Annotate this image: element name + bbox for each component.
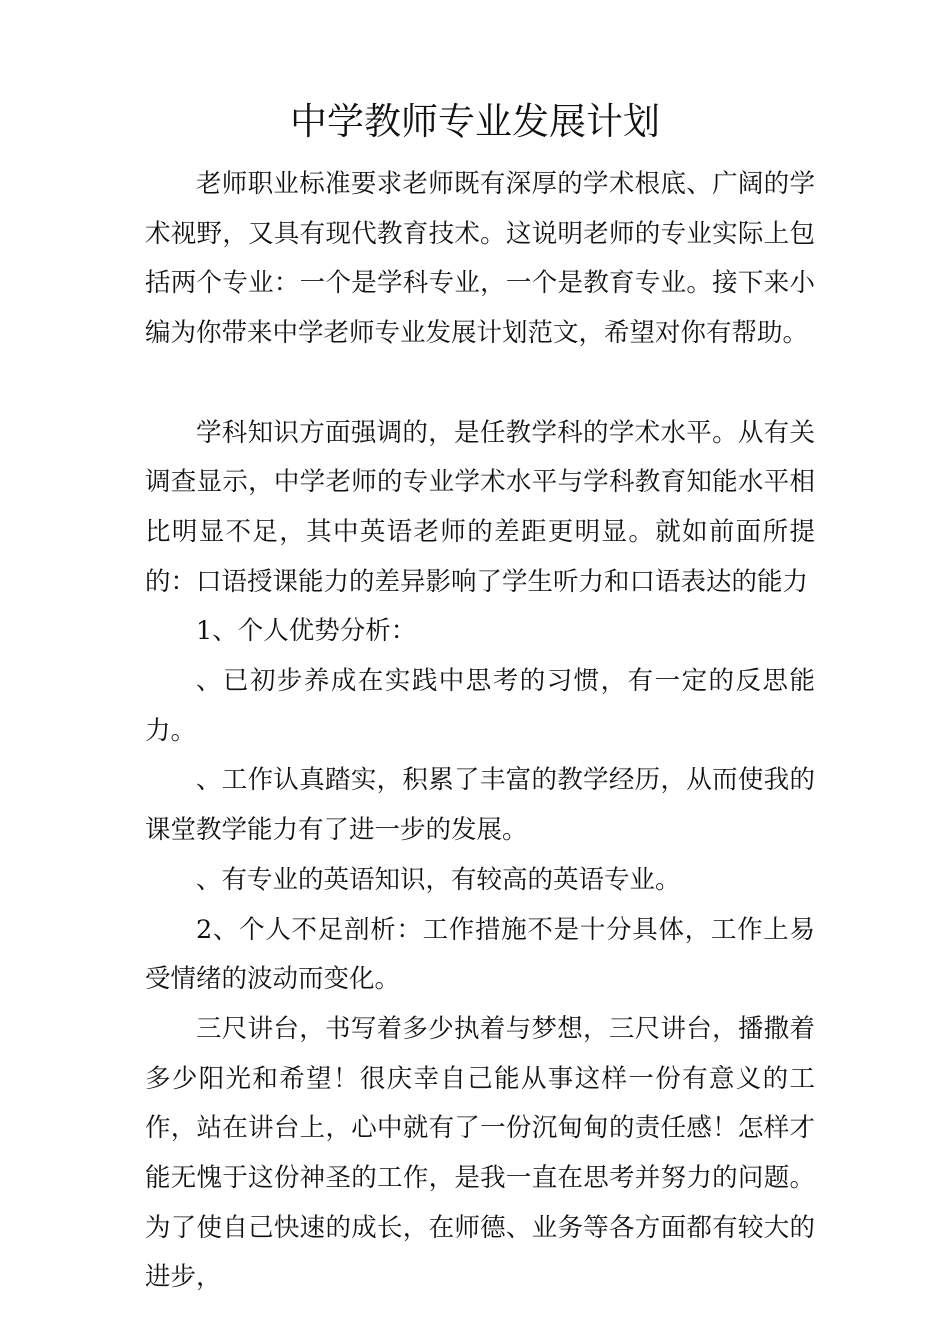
weakness-paragraph: 2、个人不足剖析：工作措施不是十分具体，工作上易受情绪的波动而变化。 [145, 914, 815, 995]
document-title: 中学教师专业发展计划 [290, 100, 660, 143]
strengths-heading: 1、个人优势分析： [196, 616, 417, 647]
strength-item: 、工作认真踏实，积累了丰富的教学经历，从而使我的课堂教学能力有了进一步的发展。 [145, 765, 815, 846]
closing-paragraph: 三尺讲台，书写着多少执着与梦想，三尺讲台，播撒着多少阳光和希望！很庆幸自己能从事这样一份有意义的工作，站在讲台上，心中就有了一份沉甸甸的责任感！怎样才能无愧于这份神圣的工作，是我一直在思考并努力的问题。为了使自己快速的成长，在师德、业务等各方面都有较大的进步， [145, 1013, 815, 1293]
document-body [145, 160, 815, 1303]
paragraph-spacer [145, 359, 815, 409]
subject-knowledge-paragraph: 学科知识方面强调的，是任教学科的学术水平。从有关调查显示，中学老师的专业学术水平与学科教育知能水平相比明显不足，其中英语老师的差距更明显。就如前面所提的：口语授课能力的差异影响了学生听力和口语表达的能力 [145, 417, 815, 597]
strength-item: 、已初步养成在实践中思考的习惯，有一定的反思能力。 [145, 666, 815, 746]
strength-item: 、有专业的英语知识，有较高的英语专业。 [196, 864, 681, 895]
intro-paragraph: 老师职业标准要求老师既有深厚的学术根底、广阔的学术视野，又具有现代教育技术。这说明老师的专业实际上包括两个专业：一个是学科专业，一个是教育专业。接下来小编为你带来中学老师专业发展计划范文，希望对你有帮助。 [145, 169, 815, 349]
